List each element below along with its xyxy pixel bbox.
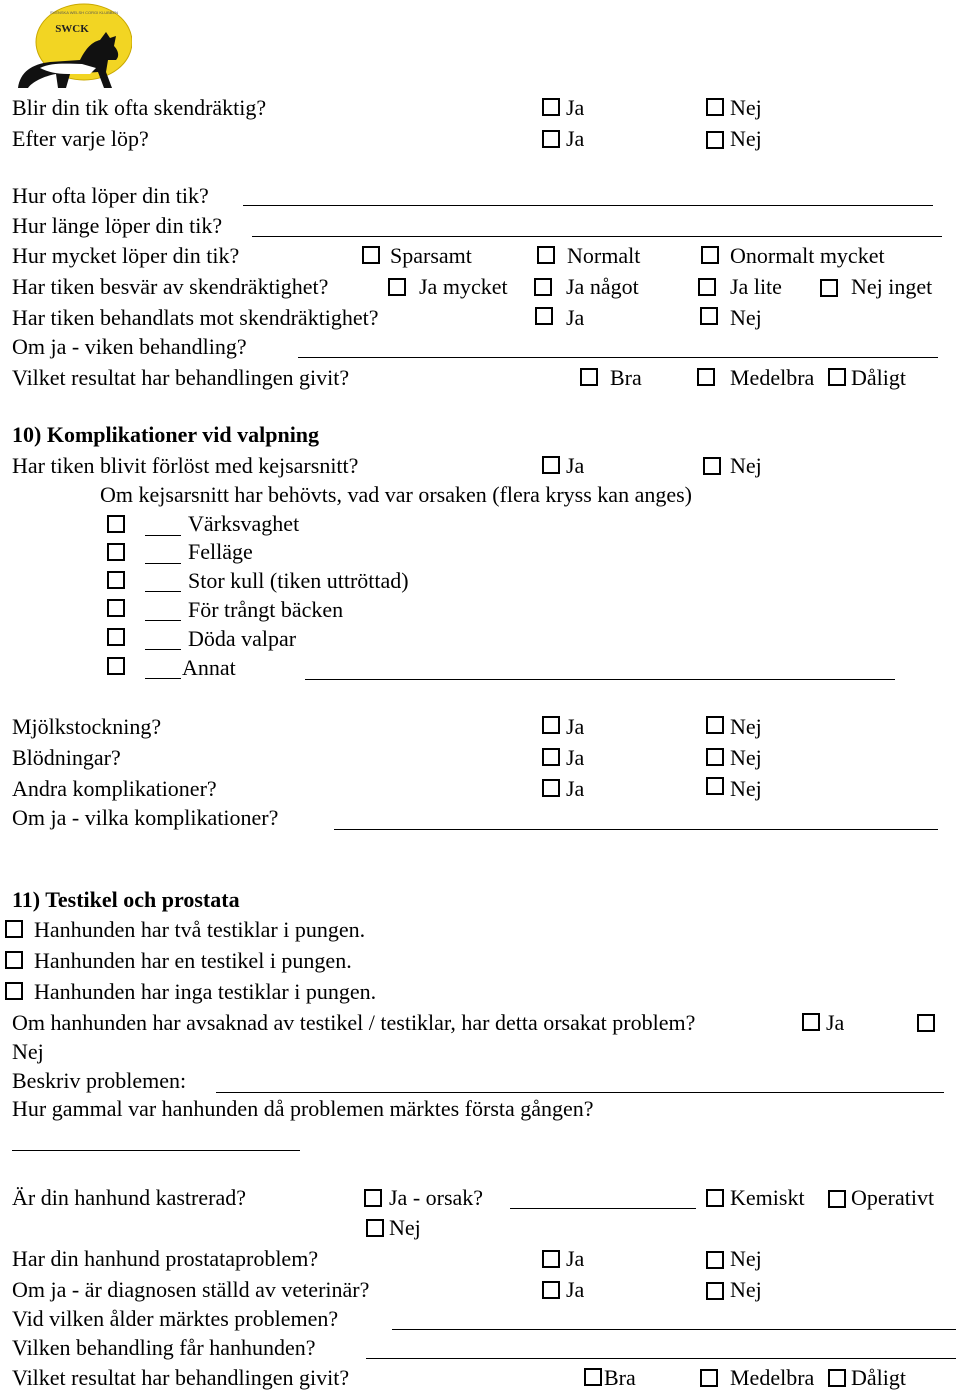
q-hur-mycket: Hur mycket löper din tik?: [12, 243, 240, 268]
operativt-checkbox[interactable]: [828, 1190, 846, 1208]
label-ja: Ja: [566, 95, 585, 120]
label-ja-mycket: Ja mycket: [419, 274, 508, 299]
reason-rank-line[interactable]: [145, 620, 181, 621]
behandlats-ja-checkbox[interactable]: [535, 307, 553, 325]
q-kastrerad: Är din hanhund kastrerad?: [12, 1185, 246, 1210]
kastrerad-nej-checkbox[interactable]: [366, 1219, 384, 1237]
hur-lange-answer-line[interactable]: [252, 236, 942, 237]
behandling-far-answer-line[interactable]: [366, 1358, 956, 1359]
avsaknad-ja-checkbox[interactable]: [802, 1013, 820, 1031]
alder-answer-line[interactable]: [392, 1329, 956, 1330]
label-ja-nagot: Ja något: [566, 274, 639, 299]
label-ja: Ja: [566, 1277, 585, 1302]
label-medelbra: Medelbra: [730, 365, 815, 390]
resultat-daligt-checkbox[interactable]: [828, 368, 846, 386]
reason-doda-valpar-checkbox[interactable]: [107, 628, 125, 646]
skendraktig-nej-checkbox[interactable]: [706, 98, 724, 116]
q-skendraktig: Blir din tik ofta skendräktig?: [12, 95, 267, 120]
q-hur-gammal: Hur gammal var hanhunden då problemen märktes första gången?: [12, 1096, 594, 1121]
label-ja: Ja: [566, 1246, 585, 1271]
label-ja: Ja: [566, 745, 585, 770]
q-prostata: Har din hanhund prostataproblem?: [12, 1246, 319, 1271]
reason-varksvaghet: Värksvaghet: [188, 511, 300, 536]
reason-doda-valpar: Döda valpar: [188, 626, 297, 651]
resultat2-daligt-checkbox[interactable]: [828, 1369, 846, 1387]
label-ja: Ja: [566, 714, 585, 739]
q-vilka-komplikationer: Om ja - vilka komplikationer?: [12, 805, 279, 830]
ja-nagot-checkbox[interactable]: [534, 278, 552, 296]
label-daligt: Dåligt: [851, 1365, 906, 1390]
q-alder: Vid vilken ålder märktes problemen?: [12, 1306, 339, 1331]
label-medelbra: Medelbra: [730, 1365, 815, 1390]
kemiskt-checkbox[interactable]: [706, 1189, 724, 1207]
andra-nej-checkbox[interactable]: [706, 777, 724, 795]
kejsarsnitt-ja-checkbox[interactable]: [542, 456, 560, 474]
onormalt-checkbox[interactable]: [701, 246, 719, 264]
en-testikel-checkbox[interactable]: [5, 951, 23, 969]
label-nej: Nej: [730, 1277, 762, 1302]
kejsarsnitt-nej-checkbox[interactable]: [703, 457, 721, 475]
kastrerad-ja-checkbox[interactable]: [364, 1189, 382, 1207]
label-daligt: Dåligt: [851, 365, 906, 390]
ja-lite-checkbox[interactable]: [698, 278, 716, 296]
q-hur-lange: Hur länge löper din tik?: [12, 213, 223, 238]
label-nej: Nej: [730, 745, 762, 770]
behandlats-nej-checkbox[interactable]: [700, 307, 718, 325]
vilka-komplikationer-answer-line[interactable]: [334, 829, 938, 830]
reason-trangt-backen: För trångt bäcken: [188, 597, 344, 622]
skendraktig-ja-checkbox[interactable]: [542, 98, 560, 116]
reason-rank-line[interactable]: [145, 591, 181, 592]
reason-trangt-backen-checkbox[interactable]: [107, 599, 125, 617]
reason-rank-line[interactable]: [145, 649, 181, 650]
q-kejsarsnitt: Har tiken blivit förlöst med kejsarsnitt?: [12, 453, 359, 478]
opt-tva-testiklar: Hanhunden har två testiklar i pungen.: [34, 917, 366, 942]
blod-nej-checkbox[interactable]: [706, 748, 724, 766]
nej-inget-checkbox[interactable]: [820, 279, 838, 297]
q-resultat-hanhund: Vilket resultat har behandlingen givit?: [12, 1365, 350, 1390]
q-hur-ofta: Hur ofta löper din tik?: [12, 183, 209, 208]
reason-rank-line[interactable]: [145, 535, 181, 536]
diagnos-ja-checkbox[interactable]: [542, 1281, 560, 1299]
reason-stor-kull-checkbox[interactable]: [107, 571, 125, 589]
reason-annat: Annat: [182, 655, 236, 680]
section-11-title: 11) Testikel och prostata: [12, 887, 240, 912]
label-onormalt: Onormalt mycket: [730, 243, 885, 268]
reason-rank-line[interactable]: [145, 563, 181, 564]
resultat2-medelbra-checkbox[interactable]: [700, 1369, 718, 1387]
q-andra-komplikationer: Andra komplikationer?: [12, 776, 217, 801]
label-operativt: Operativt: [851, 1185, 935, 1210]
label-nej-inget: Nej inget: [851, 274, 933, 299]
q-vilken-behandling: Om ja - viken behandling?: [12, 334, 247, 359]
q-blodningar: Blödningar?: [12, 745, 121, 770]
label-kemiskt: Kemiskt: [730, 1185, 805, 1210]
label-ja: Ja: [566, 776, 585, 801]
label-ja-orsak: Ja - orsak?: [389, 1185, 484, 1210]
label-ja: Ja: [826, 1010, 845, 1035]
q-besvar: Har tiken besvär av skendräktighet?: [12, 274, 329, 299]
label-nej: Nej: [730, 95, 762, 120]
beskriv-answer-line[interactable]: [216, 1092, 944, 1093]
resultat-bra-checkbox[interactable]: [580, 368, 598, 386]
q-resultat: Vilket resultat har behandlingen givit?: [12, 365, 350, 390]
reason-stor-kull: Stor kull (tiken uttröttad): [188, 568, 409, 593]
q-behandling-far: Vilken behandling får hanhunden?: [12, 1335, 316, 1360]
reason-annat-checkbox[interactable]: [107, 657, 125, 675]
tva-testiklar-checkbox[interactable]: [5, 920, 23, 938]
diagnos-nej-checkbox[interactable]: [706, 1282, 724, 1300]
club-logo: [10, 2, 132, 94]
annat-answer-line[interactable]: [305, 679, 895, 680]
varje-lop-nej-checkbox[interactable]: [706, 131, 724, 149]
label-nej: Nej: [730, 714, 762, 739]
opt-inga-testiklar: Hanhunden har inga testiklar i pungen.: [34, 979, 377, 1004]
label-nej: Nej: [389, 1215, 421, 1240]
label-bra: Bra: [604, 1365, 636, 1390]
reason-rank-line[interactable]: [145, 678, 181, 679]
logo-text: SWCK: [55, 23, 89, 35]
mjolk-nej-checkbox[interactable]: [706, 716, 724, 734]
mjolk-ja-checkbox[interactable]: [542, 716, 560, 734]
label-nej: Nej: [12, 1039, 44, 1064]
q-mjolkstockning: Mjölkstockning?: [12, 714, 162, 739]
reason-fellage-checkbox[interactable]: [107, 543, 125, 561]
label-ja: Ja: [566, 305, 585, 330]
label-ja: Ja: [566, 453, 585, 478]
opt-en-testikel: Hanhunden har en testikel i pungen.: [34, 948, 352, 973]
sparsamt-checkbox[interactable]: [362, 246, 380, 264]
label-sparsamt: Sparsamt: [390, 243, 472, 268]
normalt-checkbox[interactable]: [537, 246, 555, 264]
label-nej: Nej: [730, 305, 762, 330]
avsaknad-nej-checkbox[interactable]: [917, 1014, 935, 1032]
ja-mycket-checkbox[interactable]: [388, 278, 406, 296]
label-nej: Nej: [730, 776, 762, 801]
label-ja-lite: Ja lite: [730, 274, 782, 299]
q-varje-lop: Efter varje löp?: [12, 126, 149, 151]
q-avsaknad: Om hanhunden har avsaknad av testikel / testiklar, har detta orsakat problem?: [12, 1010, 696, 1035]
hur-gammal-answer-line[interactable]: [12, 1150, 300, 1151]
reason-fellage: Felläge: [188, 539, 253, 564]
section-10-title: 10) Komplikationer vid valpning: [12, 422, 320, 447]
blod-ja-checkbox[interactable]: [542, 748, 560, 766]
varje-lop-ja-checkbox[interactable]: [542, 130, 560, 148]
andra-ja-checkbox[interactable]: [542, 779, 560, 797]
q-diagnos: Om ja - är diagnosen ställd av veterinär?: [12, 1277, 370, 1302]
label-nej: Nej: [730, 126, 762, 151]
label-nej: Nej: [730, 1246, 762, 1271]
label-bra: Bra: [610, 365, 642, 390]
reason-varksvaghet-checkbox[interactable]: [107, 515, 125, 533]
resultat2-bra-checkbox[interactable]: [584, 1368, 602, 1386]
inga-testiklar-checkbox[interactable]: [5, 982, 23, 1000]
prostata-nej-checkbox[interactable]: [706, 1251, 724, 1269]
prostata-ja-checkbox[interactable]: [542, 1250, 560, 1268]
vilken-behandling-answer-line[interactable]: [298, 357, 938, 358]
logo-ring-text: SVENSKA WELSH CORGI KLUBBEN: [49, 10, 119, 15]
label-normalt: Normalt: [567, 243, 641, 268]
label-ja: Ja: [566, 126, 585, 151]
q-orsak-kejsarsnitt: Om kejsarsnitt har behövts, vad var orsaken (flera kryss kan anges): [100, 482, 692, 507]
hur-ofta-answer-line[interactable]: [243, 205, 933, 206]
orsak-answer-line[interactable]: [510, 1208, 696, 1209]
label-nej: Nej: [730, 453, 762, 478]
q-beskriv: Beskriv problemen:: [12, 1068, 187, 1093]
q-behandlats: Har tiken behandlats mot skendräktighet?: [12, 305, 379, 330]
resultat-medelbra-checkbox[interactable]: [697, 368, 715, 386]
